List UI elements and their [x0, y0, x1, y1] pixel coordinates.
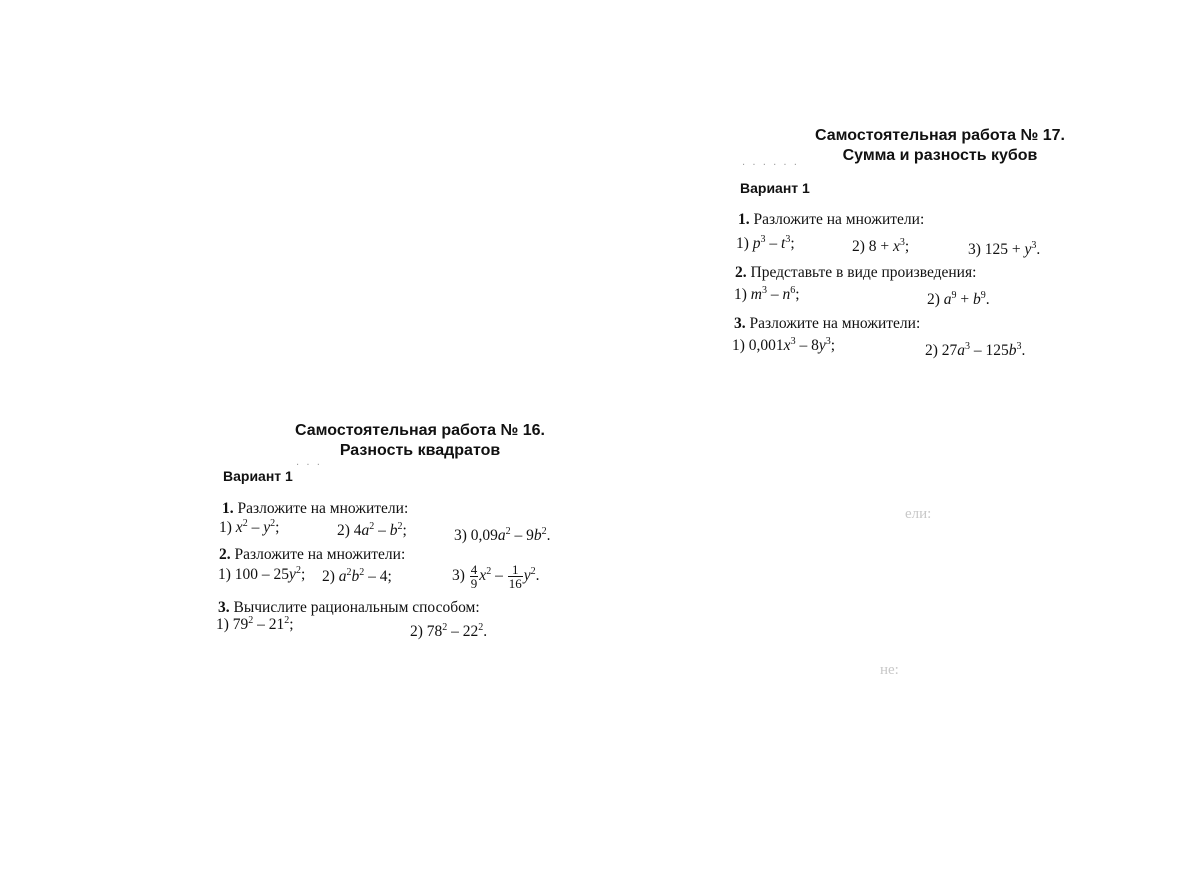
- worksheet-17-task1-item2: 2) $8 + x^3$;: [852, 237, 910, 255]
- worksheet-17-task2-item1: 1) $m^3 - n^6$;: [734, 285, 800, 303]
- worksheet-16-task1-number: 1.: [222, 500, 234, 517]
- ghost-text-2: не:: [880, 662, 899, 678]
- worksheet-17-task2-number: 2.: [735, 264, 747, 281]
- worksheet-16-task2-item1: 1) $100 - 25y^2$;: [218, 565, 306, 583]
- worksheet-16-task3: [218, 599, 480, 617]
- worksheet-16-task2-text: Разложите на множители:: [234, 546, 406, 563]
- worksheet-16-task2-number: 2.: [219, 546, 231, 563]
- worksheet-17-task1-item1: 1) $p^3 - t^3$;: [736, 234, 795, 252]
- worksheet-17-task1-text: Разложите на множители:: [753, 211, 925, 228]
- worksheet-17-task3-item1: 1) $0,001x^3 - 8y^3$;: [732, 336, 836, 354]
- worksheet-17-title-line2: Сумма и разность кубов: [842, 147, 1038, 164]
- worksheet-17-task3-text: Разложите на множители:: [749, 315, 921, 332]
- worksheet-16-task3-number: 3.: [218, 599, 230, 616]
- worksheet-16-task3-text: Вычислите рациональным способом:: [233, 599, 480, 616]
- worksheet-17-task3-number: 3.: [734, 315, 746, 332]
- worksheet-16-task3-item1: 1) $79^2 - 21^2$;: [216, 615, 294, 633]
- worksheet-17-task2-item2: 2) $a^9 + b^9$.: [927, 290, 990, 308]
- fraction-1-16: $\frac{1}{16}$: [508, 562, 522, 591]
- worksheet-16-task2-item2: 2) $a^2b^2 - 4$;: [322, 567, 392, 585]
- worksheet-16-title-line2: Разность квадратов: [339, 442, 501, 459]
- worksheet-16-task2-item3: 3) $\frac{4}{9}$ $x^2$ – $\frac{1}{16}$ $y^2$.: [452, 562, 540, 591]
- worksheet-16-task1-text: Разложите на множители:: [237, 500, 409, 517]
- fraction-4-9: $\frac{4}{9}$: [470, 562, 478, 591]
- worksheet-16-task1-item2: 2) $4a^2 - b^2$;: [337, 521, 407, 539]
- worksheet-17-task2-text: Представьте в виде произведения:: [750, 264, 977, 281]
- worksheet-16-variant: Вариант 1: [223, 468, 293, 484]
- worksheet-17-title: [760, 126, 1120, 166]
- ghost-text-1: ели:: [905, 506, 932, 522]
- worksheet-17-title-line1: Самостоятельная работа № 17.: [815, 127, 1065, 144]
- worksheet-17-task3: [734, 315, 920, 333]
- worksheet-17-task1: [738, 211, 924, 229]
- scan-dots-left: · · ·: [296, 460, 322, 471]
- worksheet-16-title-line1: Самостоятельная работа № 16.: [295, 422, 545, 439]
- worksheet-16-title: [240, 421, 600, 461]
- worksheet-17-task3-item2: 2) $27a^3 - 125b^3$.: [925, 341, 1026, 359]
- scan-dots-top-right: · · · · · ·: [742, 160, 799, 171]
- worksheet-16-task2: [219, 546, 405, 564]
- worksheet-16-task1-item1: 1) $x^2 - y^2$;: [219, 518, 280, 536]
- worksheet-16-task1-item3: 3) $0,09a^2 - 9b^2$.: [454, 526, 551, 544]
- worksheet-16-task3-item2: 2) $78^2 - 22^2$.: [410, 622, 488, 640]
- worksheet-17-task2: [735, 264, 976, 282]
- worksheet-17-task1-item3: 3) $125 + y^3$.: [968, 240, 1041, 258]
- worksheet-17-task1-number: 1.: [738, 211, 750, 228]
- worksheet-16-task1: [222, 500, 408, 518]
- worksheet-17-variant: Вариант 1: [740, 180, 810, 196]
